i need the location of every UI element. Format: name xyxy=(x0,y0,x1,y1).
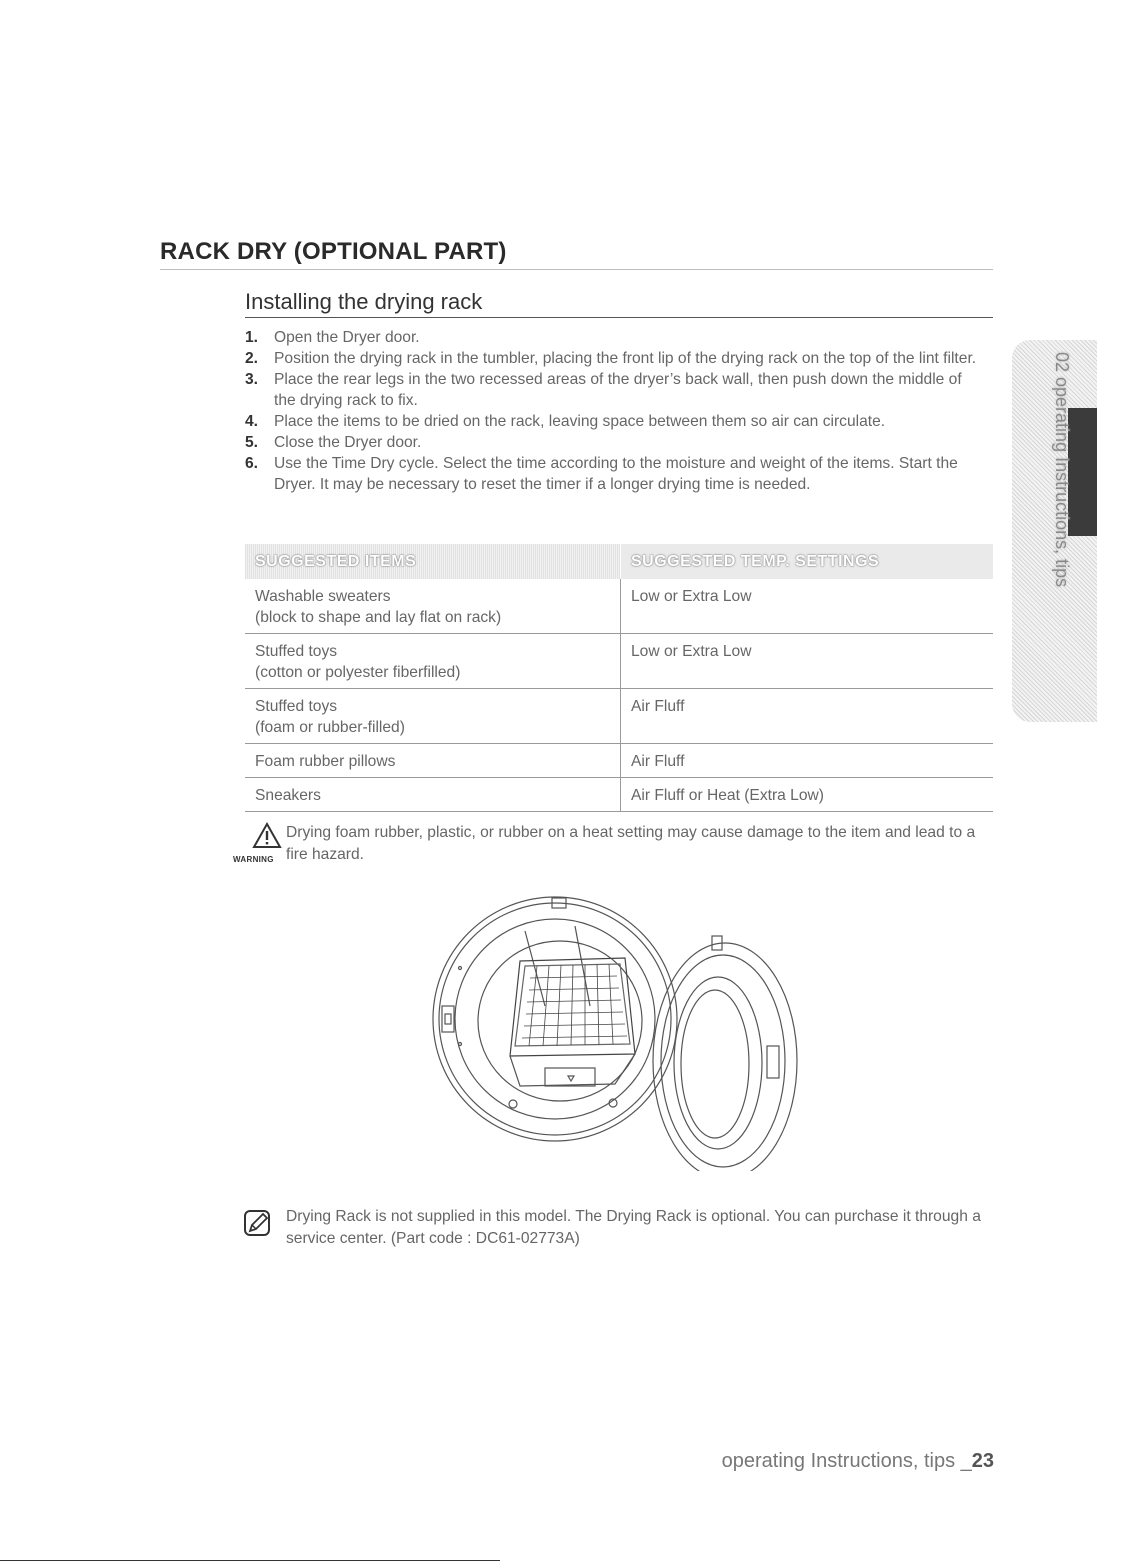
side-tab-marker xyxy=(1068,408,1097,536)
step-item xyxy=(245,453,985,495)
setting-cell: Low or Extra Low xyxy=(621,634,994,689)
dryer-rack-illustration xyxy=(425,886,805,1171)
step-number: 3. xyxy=(245,371,259,388)
side-tab-label: 02 operating Instructions, tips xyxy=(1052,352,1072,588)
warning-label: WARNING xyxy=(233,855,274,864)
item-cell xyxy=(245,778,621,812)
item-cell xyxy=(245,689,621,744)
step-text: Use the Time Dry cycle. Select the time according to the moisture and weight of the items. Start the Dryer. It may be necessary to reset the timer if a longer drying time is needed. xyxy=(274,455,958,493)
warning-text: Drying foam rubber, plastic, or rubber on a heat setting may cause damage to the item and lead to a fire hazard. xyxy=(286,824,976,863)
step-number: 4. xyxy=(245,413,259,430)
step-item xyxy=(245,348,985,369)
note-text: Drying Rack is not supplied in this model. The Drying Rack is optional. You can purchase it through a service center. (Part code : DC61-02773A) xyxy=(286,1208,981,1247)
step-number: 6. xyxy=(245,455,259,472)
item-name: Sneakers xyxy=(255,787,321,804)
header-suggested-items: SUGGESTED ITEMS xyxy=(245,544,621,579)
page-footer xyxy=(722,1450,994,1473)
item-name: Foam rubber pillows xyxy=(255,753,396,770)
step-number: 1. xyxy=(245,329,259,346)
item-name: Washable sweaters xyxy=(255,588,391,605)
item-cell xyxy=(245,579,621,634)
step-item xyxy=(245,327,985,348)
page-number: 23 xyxy=(971,1450,994,1472)
chapter-side-tab xyxy=(1012,340,1097,722)
instruction-steps xyxy=(245,327,985,495)
item-cell xyxy=(245,744,621,778)
warning-triangle-icon xyxy=(252,822,282,849)
step-number: 5. xyxy=(245,434,259,451)
step-text: Place the rear legs in the two recessed areas of the dryer’s back wall, then push down the middle of the drying rack to fix. xyxy=(274,371,962,409)
step-text: Close the Dryer door. xyxy=(274,434,422,451)
note-pencil-icon xyxy=(243,1209,273,1239)
table-row xyxy=(245,744,993,778)
warning-block xyxy=(233,822,1003,872)
table-row xyxy=(245,579,993,634)
step-item xyxy=(245,432,985,453)
setting-cell: Low or Extra Low xyxy=(621,579,994,634)
item-name: Stuffed toys xyxy=(255,698,338,715)
bottom-rule xyxy=(0,1560,500,1561)
step-text: Place the items to be dried on the rack, leaving space between them so air can circulate. xyxy=(274,413,886,430)
setting-cell: Air Fluff xyxy=(621,689,994,744)
table-row xyxy=(245,778,993,812)
settings-table xyxy=(245,544,993,812)
table-row xyxy=(245,634,993,689)
header-suggested-temp: SUGGESTED TEMP. SETTINGS xyxy=(621,544,994,579)
section-title: RACK DRY (OPTIONAL PART) xyxy=(160,238,993,270)
setting-cell: Air Fluff xyxy=(621,744,994,778)
item-name: Stuffed toys xyxy=(255,643,338,660)
item-cell xyxy=(245,634,621,689)
item-detail: (block to shape and lay flat on rack) xyxy=(255,609,502,626)
table-header-row xyxy=(245,544,993,579)
setting-cell: Air Fluff or Heat (Extra Low) xyxy=(621,778,994,812)
table-row xyxy=(245,689,993,744)
step-item xyxy=(245,369,985,411)
step-item xyxy=(245,411,985,432)
subsection-title: Installing the drying rack xyxy=(245,289,993,318)
item-detail: (foam or rubber-filled) xyxy=(255,719,405,736)
step-number: 2. xyxy=(245,350,259,367)
step-text: Open the Dryer door. xyxy=(274,329,420,346)
step-text: Position the drying rack in the tumbler, placing the front lip of the drying rack on the top of the lint filter. xyxy=(274,350,977,367)
item-detail: (cotton or polyester fiberfilled) xyxy=(255,664,461,681)
footer-section-name: operating Instructions, tips _ xyxy=(721,1450,972,1472)
